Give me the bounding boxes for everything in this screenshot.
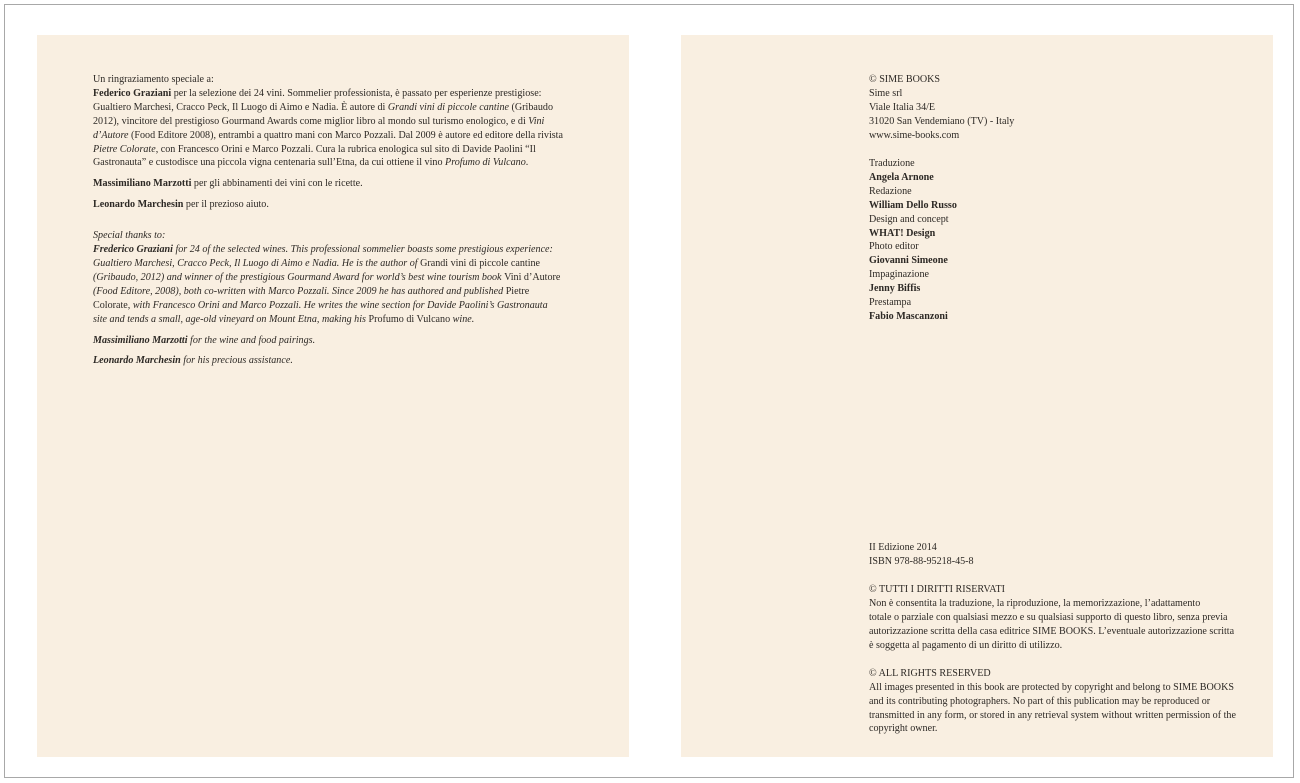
- text-run: Leonardo Marchesin: [93, 199, 184, 211]
- rights-it-title: © TUTTI I DIRITTI RISERVATI: [869, 583, 1006, 595]
- en-paragraph-marzotti: [93, 334, 563, 348]
- text-run: Federico Graziani: [93, 87, 172, 99]
- text-run: Grandi vini di piccole cantine: [387, 101, 509, 113]
- rights-it-line: è soggetta al pagamento di un diritto di utilizzo.: [869, 639, 1063, 651]
- left-page: [37, 35, 629, 757]
- rights-it-line: Non è consentita la traduzione, la riproduzione, la memorizzazione, l’adattamento: [869, 597, 1201, 609]
- rights-en-line: and its contributing photographers. No part of this publication may be reproduced or: [869, 695, 1211, 707]
- it-paragraph-marzotti: [93, 177, 563, 191]
- text-run: (Gribaudo, 2012) and winner of the prestigious Gourmand Award for world’s best wine tourism book: [93, 271, 505, 283]
- en-paragraph-graziani: [93, 243, 563, 326]
- text-run: Massimiliano Marzotti: [93, 334, 188, 346]
- text-run: wine.: [450, 313, 475, 325]
- credits-list: [869, 157, 1169, 324]
- right-page: [681, 35, 1273, 757]
- text-run: Vini d’Autore: [93, 115, 545, 141]
- text-run: (Food Editore, 2008), both co-written with Marco Pozzali. Since 2009 he has authored and published: [93, 285, 506, 297]
- credit-role: Prestampa: [869, 297, 912, 309]
- text-run: Pietre Colorate: [93, 143, 156, 155]
- credit-name: William Dello Russo: [869, 199, 957, 211]
- text-run: , con Francesco Orini e Marco Pozzali. Cura la rubrica enologica sul sito di Davide Paolini “Il Gastronauta” e custodisce una piccola vigna centenaria sull’Etna, da cui ottiene il vino: [93, 143, 536, 169]
- rights-en-line: copyright owner.: [869, 723, 938, 735]
- text-run: , with Francesco Orini and Marco Pozzali. He writes the wine section for Davide Paolini’s Gastronauta site and tends a small, age-old vineyard on Mount Etna, making his: [93, 299, 548, 325]
- text-run: for his precious assistance.: [180, 355, 293, 367]
- rights-en-line: All images presented in this book are protected by copyright and belong to SIME BOOKS: [869, 681, 1234, 693]
- text-run: Profumo di Vulcano: [445, 157, 526, 169]
- credit-role: Traduzione: [869, 157, 915, 169]
- credit-role: Design and concept: [869, 213, 949, 225]
- text-run: for 24 of the selected wines. This professional sommelier boasts some prestigious experience: Gualtiero Marchesi, Cracco Peck, Il Luogo di Aimo e Nadia. He is the author of: [93, 244, 553, 269]
- publisher-company: Sime srl: [869, 87, 903, 99]
- credit-role: Impaginazione: [869, 269, 929, 281]
- credit-name: Jenny Biffis: [869, 283, 921, 295]
- publisher-copyright: © SIME BOOKS: [869, 74, 941, 85]
- text-run: per gli abbinamenti dei vini con le ricette.: [191, 178, 363, 190]
- text-run: (Food Editore 2008), entrambi a quattro mani con Marco Pozzali. Dal 2009 è autore ed editore della rivista: [128, 129, 563, 141]
- publisher-city: 31020 San Vendemiano (TV) - Italy: [869, 115, 1015, 127]
- edition: II Edizione 2014: [869, 542, 937, 553]
- publisher-credits: [869, 73, 1169, 324]
- text-run: (Gribaudo 2012), vincitore del prestigioso Gourmand Awards come miglior libro al mondo sul turismo enologico, e di: [93, 101, 553, 127]
- edition-and-rights: [869, 541, 1259, 736]
- text-run: Profumo di Vulcano: [368, 313, 451, 325]
- rights-it-line: autorizzazione scritta della casa editrice SIME BOOKS. L’eventuale autorizzazione scritta: [869, 625, 1235, 637]
- text-run: Pietre Colorate: [93, 285, 530, 311]
- credit-role: Redazione: [869, 185, 912, 197]
- credit-name: Giovanni Simeone: [869, 255, 948, 267]
- rights-en-title: © ALL RIGHTS RESERVED: [869, 667, 991, 679]
- rights-en-line: transmitted in any form, or stored in any retrieval system without written permission of the: [869, 709, 1236, 721]
- credit-name: Fabio Mascanzoni: [869, 311, 948, 323]
- credit-name: Angela Arnone: [869, 171, 934, 183]
- it-intro: Un ringraziamento speciale a:: [93, 74, 214, 85]
- text-run: Grandi vini di piccole cantine: [420, 257, 541, 269]
- text-run: per la selezione dei 24 vini. Sommelier professionista, è passato per esperienze prestigiose: Gualtiero Marchesi, Cracco Peck, Il Luogo di Aimo e Nadia. È autore di: [93, 87, 542, 113]
- text-run: per il prezioso aiuto.: [183, 199, 269, 211]
- publisher-website: www.sime-books.com: [869, 129, 960, 141]
- isbn: ISBN 978-88-95218-45-8: [869, 555, 974, 567]
- it-paragraph-graziani: [93, 87, 563, 170]
- credit-role: Photo editor: [869, 241, 919, 253]
- document-viewer-frame: [4, 4, 1294, 778]
- text-run: Massimiliano Marzotti: [93, 178, 192, 190]
- credit-name: WHAT! Design: [869, 227, 936, 239]
- acknowledgements-text: [93, 73, 563, 375]
- text-run: Leonardo Marchesin: [93, 355, 181, 367]
- it-paragraph-marchesin: [93, 198, 563, 212]
- text-run: Vini d’Autore: [504, 271, 561, 283]
- text-run: for the wine and food pairings.: [187, 334, 316, 346]
- en-paragraph-marchesin: [93, 354, 563, 368]
- rights-it-line: totale o parziale con qualsiasi mezzo e su qualsiasi supporto di questo libro, senza previa: [869, 611, 1228, 623]
- publisher-street: Viale Italia 34/E: [869, 101, 936, 113]
- text-run: Frederico Graziani: [93, 244, 173, 256]
- text-run: .: [525, 157, 529, 169]
- en-intro: Special thanks to:: [93, 230, 166, 242]
